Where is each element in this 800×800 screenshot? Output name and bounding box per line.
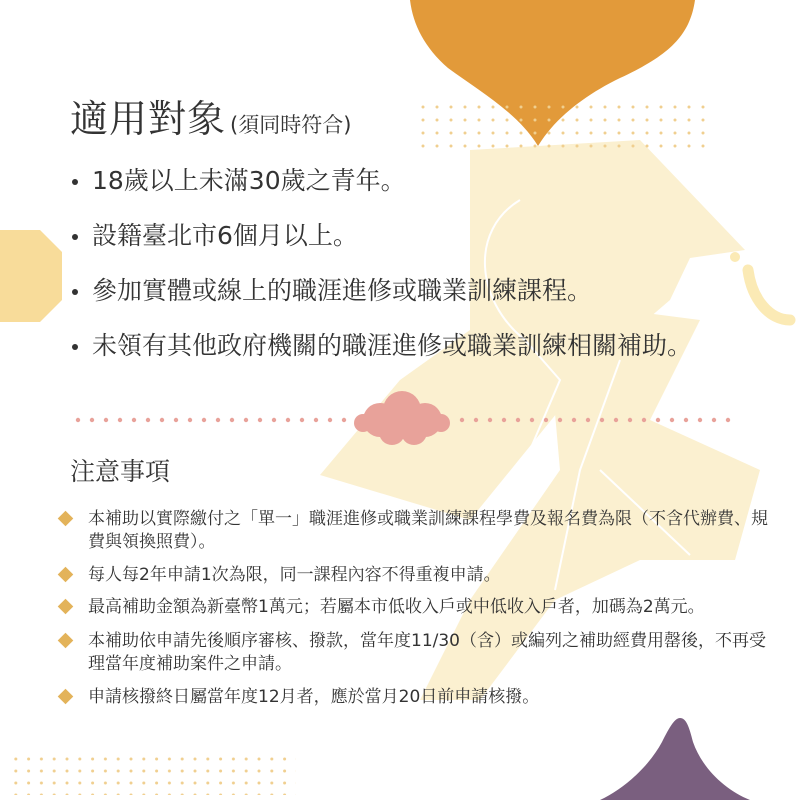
notes-list [58, 508, 773, 709]
diamond-bullet-icon [58, 511, 74, 527]
eligibility-item: 18歲以上未滿30歲之青年。 [70, 168, 692, 194]
yellow-arc-decoration [748, 270, 790, 320]
eligibility-item: 未領有其他政府機關的職涯進修或職業訓練相關補助。 [70, 333, 692, 359]
eligibility-item: 參加實體或線上的職涯進修或職業訓練課程。 [70, 278, 692, 304]
notes-item-text: 申請核撥終日屬當年度12月者，應於當月20日前申請核撥。 [88, 687, 540, 707]
diamond-bullet-icon [58, 633, 74, 649]
yellow-octagon-shape [0, 230, 62, 322]
diamond-bullet-icon [58, 689, 74, 705]
eligibility-item: 設籍臺北市6個月以上。 [70, 223, 692, 249]
notes-item-text: 每人每2年申請1次為限，同一課程內容不得重複申請。 [88, 565, 501, 585]
notes-heading: 注意事項 [70, 457, 171, 486]
purple-bottom-shape [600, 718, 750, 800]
eligibility-list [70, 168, 692, 388]
diamond-bullet-icon [58, 599, 74, 615]
notes-item [58, 686, 773, 709]
eligibility-title: 適用對象 [70, 97, 227, 141]
notes-item [58, 630, 773, 676]
dot-grid-top-right [420, 96, 710, 148]
diamond-bullet-icon [58, 567, 74, 583]
notes-item-text: 最高補助金額為新臺幣1萬元；若屬本市低收入戶或中低收入戶者，加碼為2萬元。 [88, 597, 705, 617]
yellow-dot-decoration [730, 252, 740, 262]
notes-item-text: 本補助以實際繳付之「單一」職涯進修或職業訓練課程學費及報名費為限（不含代辦費、規費與領換照費）。 [88, 509, 768, 552]
dot-grid-bottom-left [14, 757, 296, 795]
eligibility-heading [70, 88, 351, 143]
notes-item-text: 本補助依申請先後順序審核、撥款，當年度11/30（含）或編列之補助經費用罄後，不再受理當年度補助案件之申請。 [88, 631, 766, 674]
notes-item [58, 508, 773, 554]
notes-item [58, 596, 773, 619]
eligibility-subtitle: (須同時符合) [230, 113, 352, 137]
notes-item [58, 564, 773, 587]
